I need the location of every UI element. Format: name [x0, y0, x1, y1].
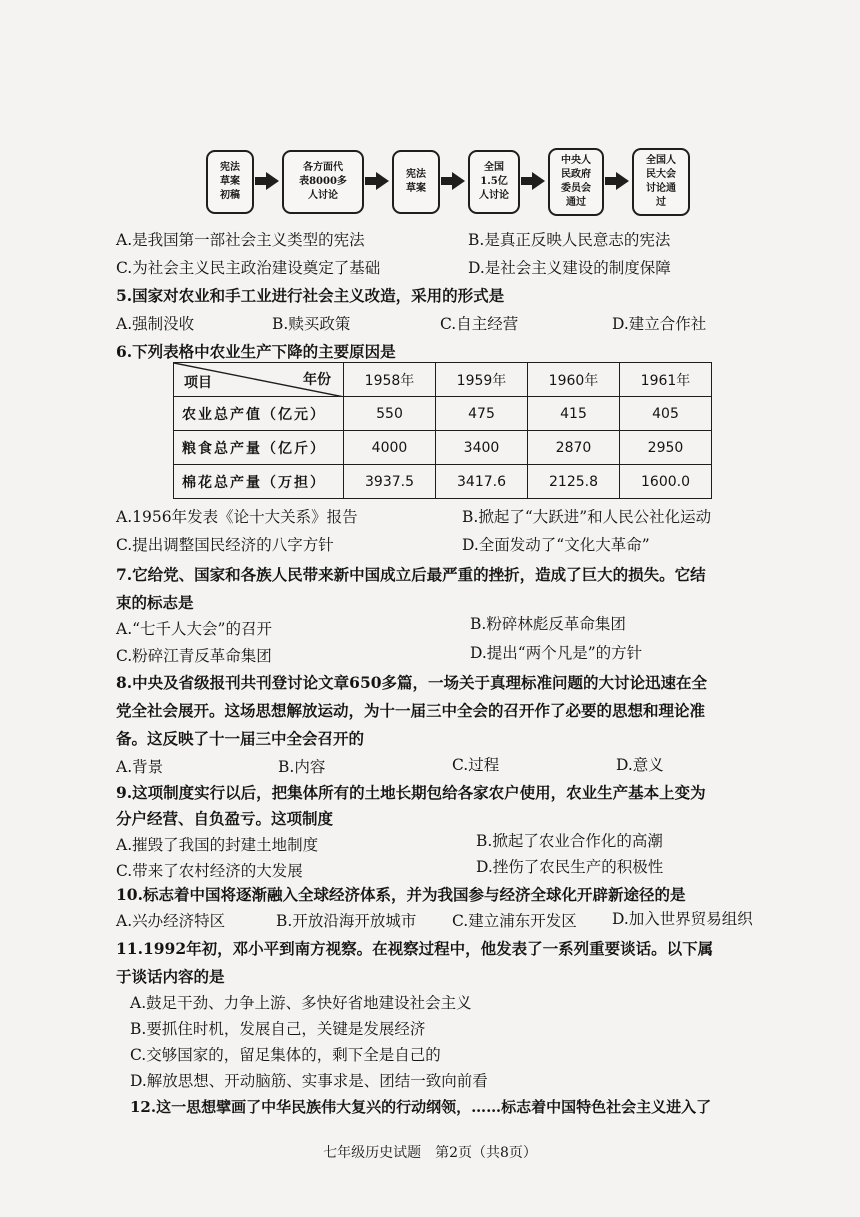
- table-row: [174, 397, 712, 431]
- q9-option-a: A.摧毁了我国的封建土地制度: [116, 836, 319, 854]
- table-cell: 3400: [436, 431, 528, 465]
- q9-option-d: D.挫伤了农民生产的积极性: [476, 858, 664, 876]
- agriculture-table: [173, 362, 712, 499]
- q5-option-b: B.赎买政策: [272, 315, 351, 333]
- flow-step-2-text: 各方面代 表8000多 人讨论: [299, 162, 347, 201]
- flow-step-5: [548, 148, 604, 216]
- corner-label-year: 年份: [303, 372, 331, 388]
- flow-arrow-icon: [616, 172, 629, 190]
- q8-option-c: C.过程: [452, 756, 500, 774]
- table-row: [174, 465, 712, 499]
- q9-stem-line1: 9.这项制度实行以后，把集体所有的土地长期包给各家农户使用，农业生产基本上变为: [116, 783, 706, 802]
- q8-stem-line3: 备。这反映了十一届三中全会召开的: [116, 729, 365, 748]
- flow-step-3: [392, 150, 440, 214]
- q7-option-d: D.提出“两个凡是”的方针: [470, 644, 643, 662]
- q10-option-d: D.加入世界贸易组织: [612, 910, 753, 928]
- table-cell: 1600.0: [620, 465, 712, 499]
- q6-stem: 6.下列表格中农业生产下降的主要原因是: [116, 342, 396, 361]
- table-cell: 3417.6: [436, 465, 528, 499]
- q10-stem: 10.标志着中国将逐渐融入全球经济体系，并为我国参与经济全球化开辟新途径的是: [116, 885, 686, 904]
- flow-step-5-text: 中央人 民政府 委员会 通过: [561, 155, 591, 208]
- q11-stem-line2: 于谈话内容的是: [116, 967, 225, 986]
- flow-step-4: [468, 150, 520, 214]
- q10-option-a: A.兴办经济特区: [116, 912, 226, 930]
- q11-option-c: C.交够国家的，留足集体的，剩下全是自己的: [130, 1046, 441, 1064]
- q7-option-c: C.粉碎江青反革命集团: [116, 647, 272, 665]
- table-row: [174, 431, 712, 465]
- table-cell: 2125.8: [528, 465, 620, 499]
- table-cell: 415: [528, 397, 620, 431]
- flow-step-6: [632, 148, 690, 216]
- q5-stem: 5.国家对农业和手工业进行社会主义改造，采用的形式是: [116, 286, 505, 305]
- q7-option-a: A.“七千人大会”的召开: [116, 620, 272, 638]
- flow-step-1-text: 宪法 草案 初稿: [220, 162, 240, 201]
- table-cell: 550: [344, 397, 436, 431]
- q5-option-a: A.强制没收: [116, 315, 195, 333]
- flow-step-1: [206, 150, 254, 214]
- q4-option-c: C.为社会主义民主政治建设奠定了基础: [116, 259, 381, 277]
- table-cell: 4000: [344, 431, 436, 465]
- q9-option-b: B.掀起了农业合作化的高潮: [476, 832, 663, 850]
- flow-step-2: [282, 150, 364, 214]
- q7-stem-line2: 束的标志是: [116, 593, 194, 612]
- table-cell: 2950: [620, 431, 712, 465]
- q7-stem-line1: 7.它给党、国家和各族人民带来新中国成立后最严重的挫折，造成了巨大的损失。它结: [116, 565, 706, 584]
- q7-option-b: B.粉碎林彪反革命集团: [470, 615, 626, 633]
- q12-stem-line1: 12.这一思想擘画了中华民族伟大复兴的行动纲领，……标志着中国特色社会主义进入了: [130, 1098, 712, 1116]
- table-cell: 405: [620, 397, 712, 431]
- q6-option-c: C.提出调整国民经济的八字方针: [116, 536, 334, 554]
- year-header: 1961年: [620, 363, 712, 397]
- corner-label-item: 项目: [184, 375, 212, 391]
- q11-option-d: D.解放思想、开动脑筋、实事求是、团结一致向前看: [130, 1072, 488, 1090]
- q8-option-d: D.意义: [616, 756, 664, 774]
- q11-option-b: B.要抓住时机，发展自己，关键是发展经济: [130, 1020, 426, 1038]
- table-cell: 2870: [528, 431, 620, 465]
- row-label: 棉花总产量（万担）: [174, 465, 344, 499]
- year-header: 1959年: [436, 363, 528, 397]
- q8-option-a: A.背景: [116, 758, 164, 776]
- flow-arrow-icon: [532, 172, 545, 190]
- q6-option-b: B.掀起了“大跃进”和人民公社化运动: [462, 508, 712, 526]
- q5-option-d: D.建立合作社: [612, 315, 707, 333]
- q9-stem-line2: 分户经营、自负盈亏。这项制度: [116, 809, 334, 828]
- year-header: 1960年: [528, 363, 620, 397]
- q4-option-b: B.是真正反映人民意志的宪法: [468, 231, 671, 249]
- table-corner-cell: [174, 363, 344, 397]
- q9-option-c: C.带来了农村经济的大发展: [116, 862, 303, 880]
- q8-stem-line2: 党全社会展开。这场思想解放运动，为十一届三中全会的召开作了必要的思想和理论准: [116, 701, 706, 720]
- q11-stem-line1: 11.1992年初，邓小平到南方视察。在视察过程中，他发表了一系列重要谈话。以下属: [116, 939, 714, 958]
- q10-option-b: B.开放沿海开放城市: [276, 912, 417, 930]
- table-cell: 3937.5: [344, 465, 436, 499]
- q4-option-d: D.是社会主义建设的制度保障: [468, 259, 671, 277]
- year-header: 1958年: [344, 363, 436, 397]
- flow-arrow-icon: [266, 172, 279, 190]
- flow-arrow-icon: [452, 172, 465, 190]
- table-cell: 475: [436, 397, 528, 431]
- q11-option-a: A.鼓足干劲、力争上游、多快好省地建设社会主义: [130, 994, 472, 1012]
- table-header-row: [174, 363, 712, 397]
- row-label: 粮食总产量（亿斤）: [174, 431, 344, 465]
- q8-stem-line1: 8.中央及省级报刊共刊登讨论文章650多篇，一场关于真理标准问题的大讨论迅速在全: [116, 673, 708, 692]
- flow-step-6-text: 全国人 民大会 讨论通 过: [646, 155, 676, 208]
- q5-option-c: C.自主经营: [440, 315, 519, 333]
- q6-option-d: D.全面发动了“文化大革命”: [462, 536, 650, 554]
- q6-option-a: A.1956年发表《论十大关系》报告: [116, 508, 358, 526]
- row-label: 农业总产值（亿元）: [174, 397, 344, 431]
- q4-option-a: A.是我国第一部社会主义类型的宪法: [116, 231, 365, 249]
- flow-step-3-text: 宪法 草案: [406, 169, 426, 194]
- flow-step-4-text: 全国 1.5亿 人讨论: [479, 162, 509, 201]
- q8-option-b: B.内容: [278, 758, 326, 776]
- page-footer: 七年级历史试题 第2页（共8页）: [323, 1145, 537, 1161]
- flow-arrow-icon: [376, 172, 389, 190]
- q10-option-c: C.建立浦东开发区: [452, 912, 577, 930]
